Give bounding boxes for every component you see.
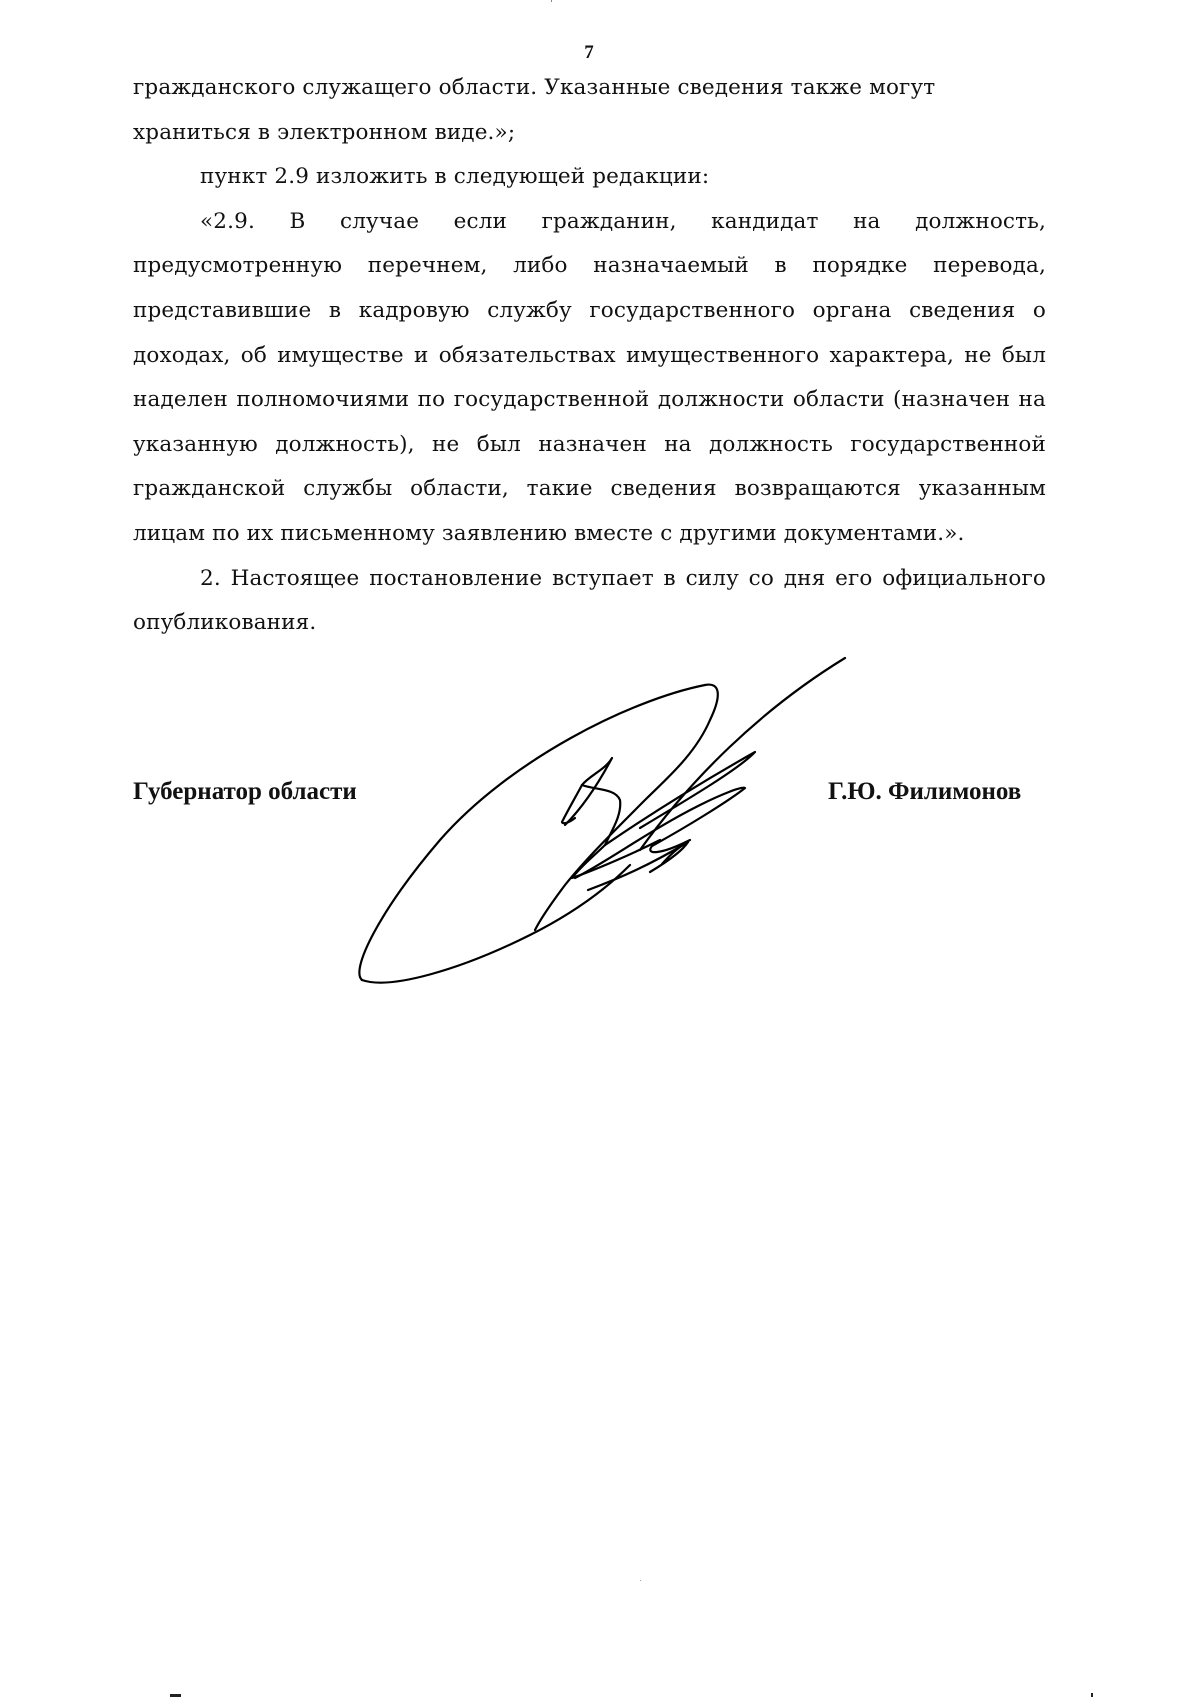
document-body [133,66,1046,646]
handwritten-signature-icon [350,650,850,995]
paragraph-clause-2-9: «2.9. В случае если гражданин, кандидат на должность, предусмотренную перечнем, либо назначаемый в порядке перевода, представившие в кадровую службу государственного органа сведения о доходах, об имуществе и обязательствах имущественного характера, не был наделен полномочиями по государственной должности области (назначен на указанную должность), не был назначен на должность государственной гражданской службы области, такие сведения возвращаются указанным лицам по их письменному заявлению вместе с другими документами.». [133,208,1046,546]
signer-title: Губернатор области [133,778,357,805]
paragraph-amend-instruction: пункт 2.9 изложить в следующей редакции: [200,164,710,190]
scan-artifact-mark [551,0,552,2]
scan-artifact-mark [640,1580,641,1581]
paragraph-continuation: гражданского служащего области. Указанные сведения также могут храниться в электронном виде.»; [133,75,936,145]
page-number: 7 [584,42,594,63]
paragraph-clause-2-effective: 2. Настоящее постановление вступает в силу со дня его официального опубликования. [133,565,1046,636]
signer-name: Г.Ю. Филимонов [828,778,1022,805]
scan-artifact-mark [1091,1693,1093,1697]
